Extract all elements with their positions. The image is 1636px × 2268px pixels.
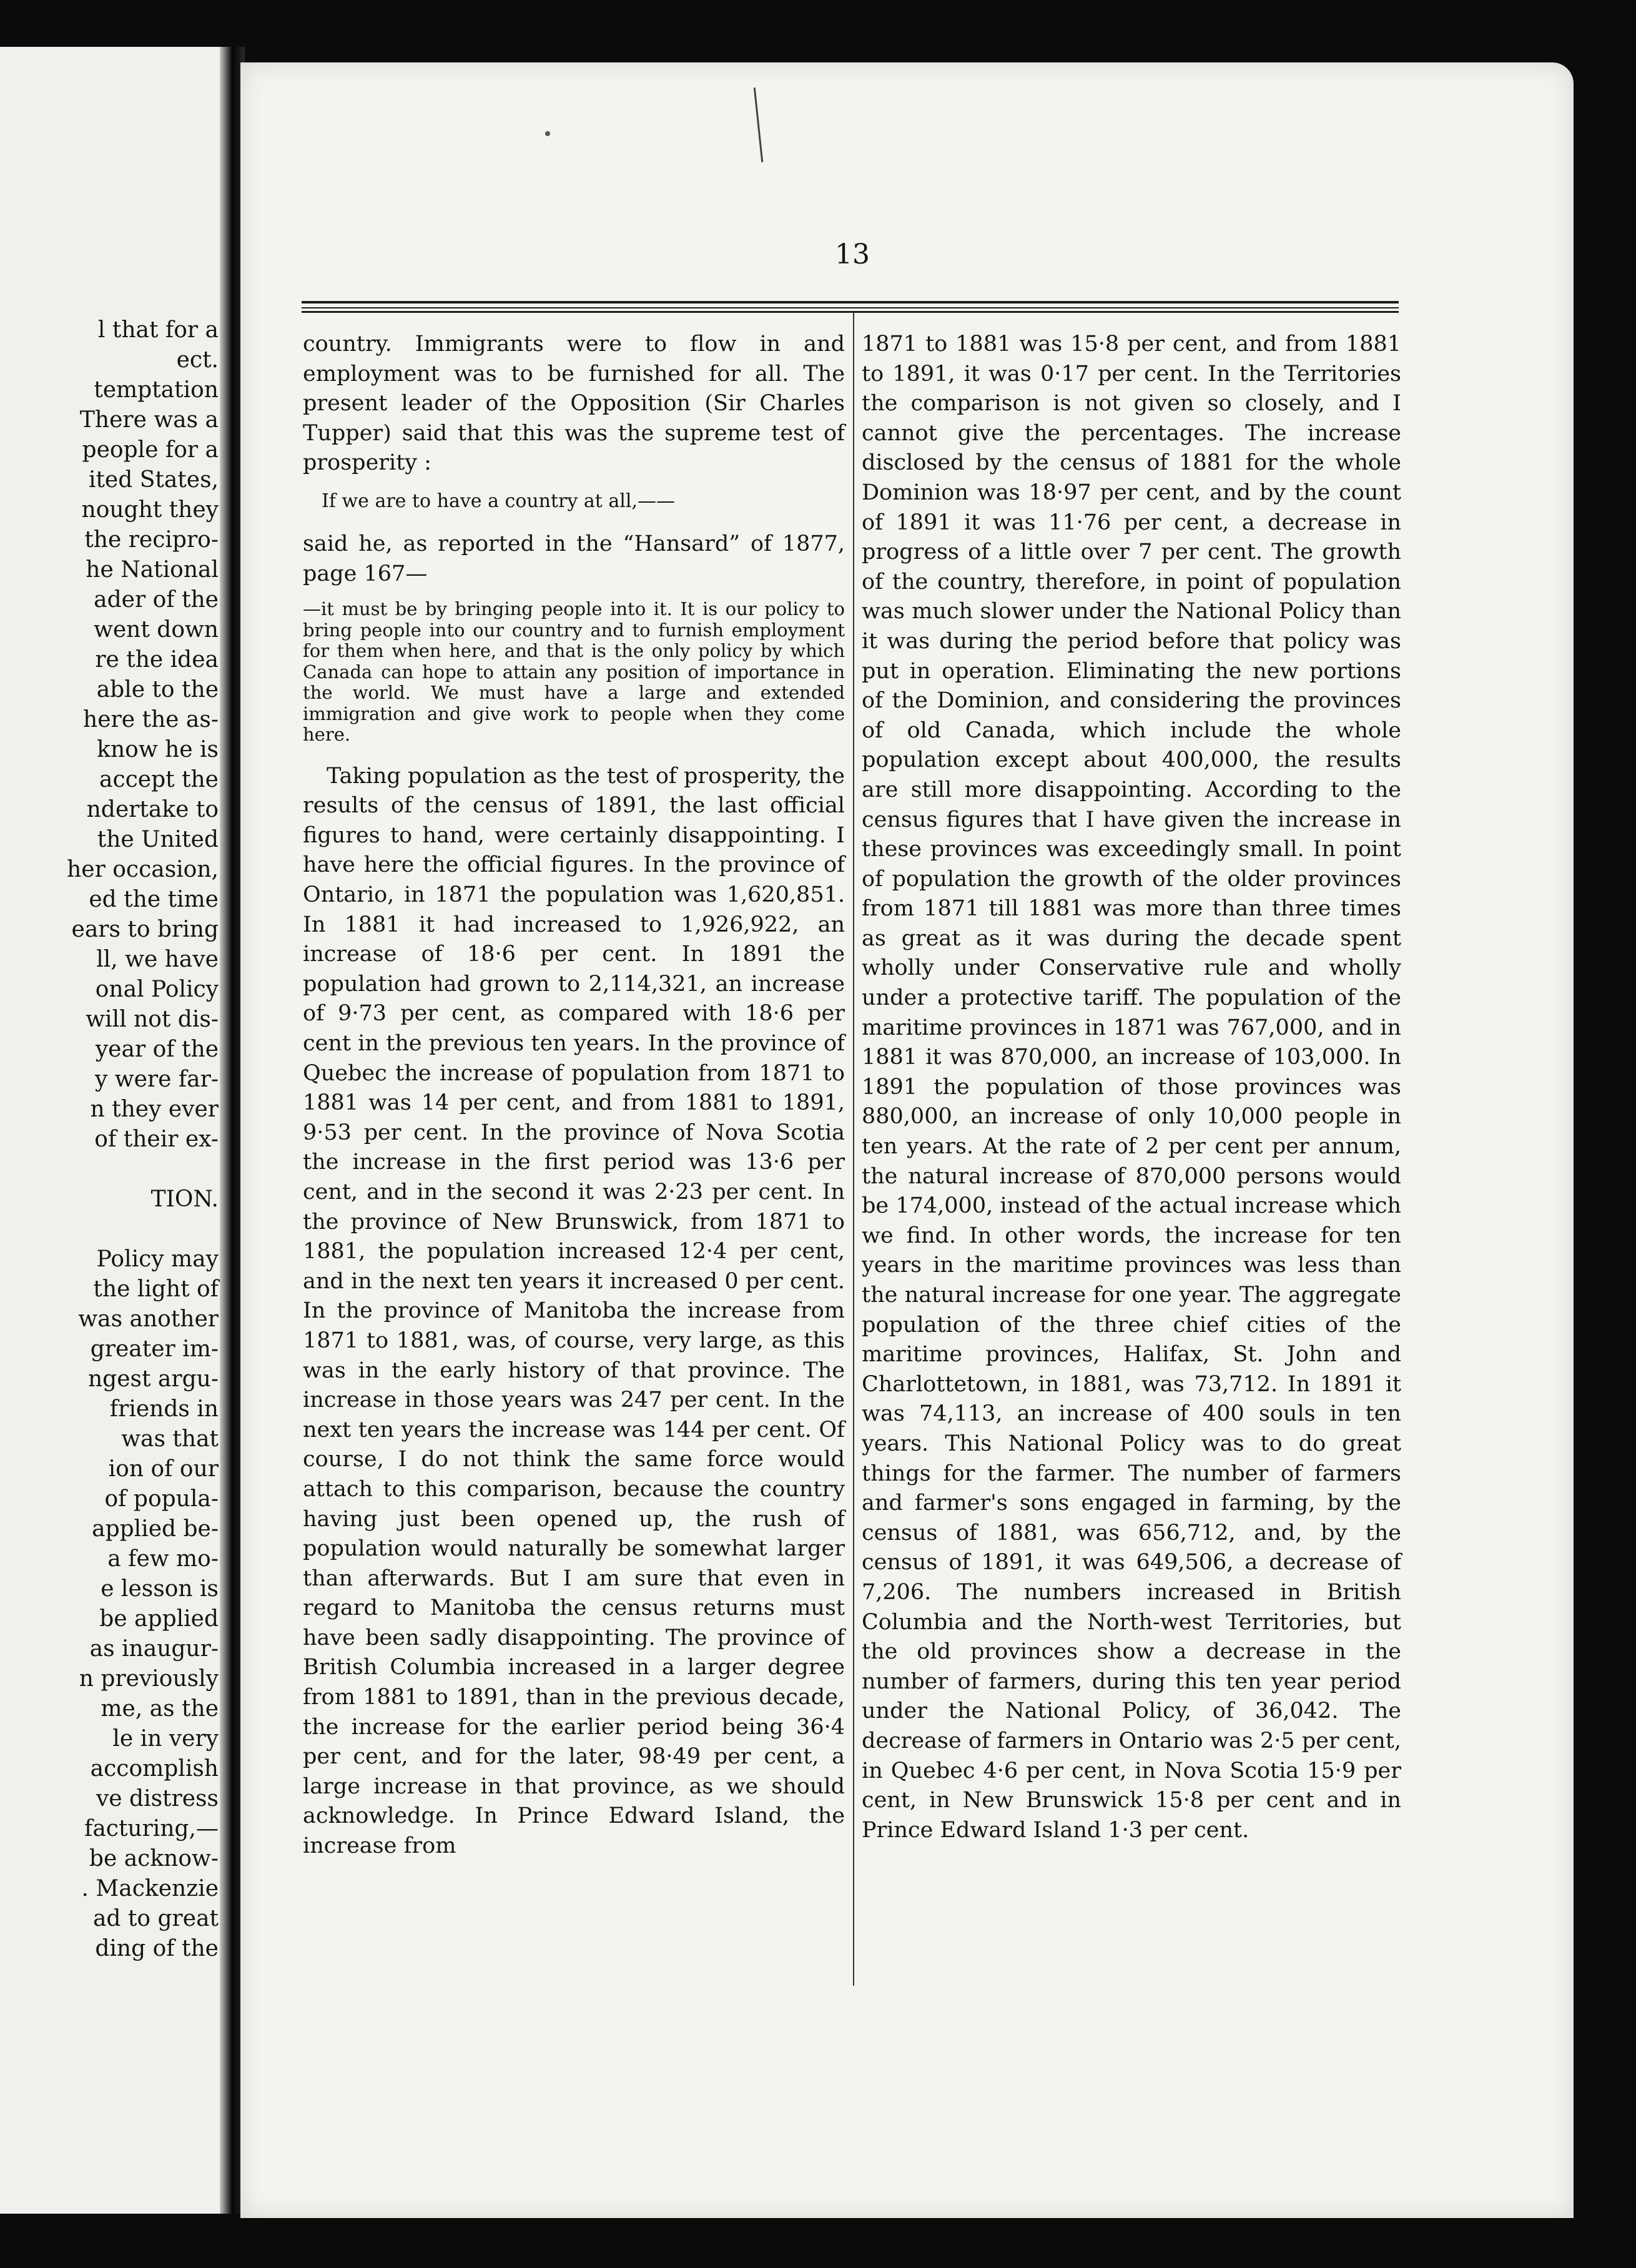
facing-page-line: ll, we have: [96, 947, 219, 972]
facing-page-line: as inaugur-: [89, 1636, 219, 1662]
facing-page-line: of popula-: [104, 1486, 219, 1512]
facing-page-line: temptation: [94, 377, 219, 403]
facing-page-line: the light of: [93, 1276, 219, 1302]
facing-page-line: le in very: [112, 1726, 219, 1752]
facing-page-line: me, as the: [101, 1696, 219, 1722]
facing-page-line: There was a: [79, 407, 219, 433]
facing-page-line: greater im-: [90, 1336, 219, 1362]
facing-page-line: ader of the: [94, 587, 219, 613]
facing-page-line: the recipro-: [84, 527, 219, 553]
facing-page-line: her occasion,: [67, 857, 219, 882]
facing-page-line: a few mo-: [107, 1546, 219, 1572]
facing-page-line: ndertake to: [86, 797, 219, 822]
paragraph: 1871 to 1881 was 15·8 per cent, and from 1881 to 1891, it was 0·17 per cent. In the Territories the comparison is not given so closely, and I cannot give the percentages. The increase disclosed by the census of 1881 for the whole Dominion was 18·97 per cent, and by the count of 1891 it was 11·76 per cent, a decrease in progress of a little over 7 per cent. The growth of the country, therefore, in point of population was much slower under the National Policy than it was during the period before that policy was put in operation. Eliminating the new portions of the Dominion, and considering the provinces of old Canada, which include the whole population except about 400,000, the results are still more disappointing. According to the census figures that I have given the increase in these provinces was exceedingly small. In point of population the growth of the older provinces from 1871 till 1881 was more than three times as great as it was during the decade spent wholly under Conservative rule and wholly under a protective tariff. The population of the maritime provinces in 1871 was 767,000, and in 1881 it was 870,000, an increase of 103,000. In 1891 the population of those provinces was 880,000, an increase of only 10,000 people in ten years. At the rate of 2 per cent per annum, the natural increase of 870,000 persons would be 174,000, instead of the actual increase which we find. In other words, the increase for ten years in the maritime provinces was less than the natural increase for one year. The aggregate population of the three chief cities of the maritime provinces, Halifax, St. John and Charlottetown, in 1881, was 73,712. In 1891 it was 74,113, an increase of 400 souls in ten years. This National Policy was to do great things for the farmer. The number of farmers and farmer's sons engaged in farming, by the census of 1881, was 656,712, and, by the census of 1891, it was 649,506, a decrease of 7,206. The numbers increased in British Columbia and the North-west Territories, but the old provinces show a decrease in the number of farmers, during this ten year period under the National Policy, of 36,042. The decrease of farmers in Ontario was 2·5 per cent, in Quebec 4·6 per cent, in Nova Scotia 15·9 per cent, in New Brunswick 15·8 per cent and in Prince Edward Island 1·3 per cent.: [862, 332, 1401, 1843]
facing-page-line: be applied: [99, 1606, 219, 1632]
facing-page-line: ect.: [176, 347, 219, 373]
facing-page-line: facturing,—: [84, 1816, 219, 1842]
facing-page-line: n they ever: [90, 1097, 219, 1122]
facing-page-line: of their ex-: [94, 1127, 219, 1152]
facing-page-line: e lesson is: [101, 1576, 219, 1602]
facing-page-line: went down: [94, 617, 219, 643]
facing-page-line: people for a: [82, 437, 219, 463]
facing-page-line: [6, 1155, 219, 1185]
facing-page-text: [6, 315, 219, 1964]
paragraph: Taking population as the test of prosperity, the results of the census of 1891, the last official figures to hand, were certainly disappointing. I have here the official figures. In the province of Ontario, in 1871 the population was 1,620,851. In 1881 it had increased to 1,926,922, an increase of 18·6 per cent. In 1891 the population had grown to 2,114,321, an increase of 9·73 per cent, as compared with 18·6 per cent in the previous ten years. In the province of Quebec the increase of population from 1871 to 1881 was 14 per cent, and from 1881 to 1891, 9·53 per cent. In the province of Nova Scotia the increase in the first period was 13·6 per cent, and in the second it was 2·23 per cent. In the province of New Brunswick, from 1871 to 1881, the population increased 12·4 per cent, and in the next ten years it increased 0 per cent. In the province of Manitoba the increase from 1871 to 1881, was, of course, very large, as this was in the early history of that province. The increase in those years was 247 per cent. In the next ten years the increase was 144 per cent. Of course, I do not think the same force would attach to this comparison, because the country having just been opened up, the rush of population would naturally be somewhat larger than afterwards. But I am sure that even in regard to Manitoba the census returns must have been sadly disappointing. The province of British Columbia increased in a larger degree from 1881 to 1891, than in the previous decade, the increase for the earlier period being 36·4 per cent, and for the later, 98·49 per cent, a large increase in that province, as we should acknowledge. In Prince Edward Island, the increase from: [303, 763, 845, 1859]
facing-page-line: be acknow-: [89, 1846, 219, 1871]
column-right: [862, 330, 1401, 1845]
facing-page-line: n previously: [79, 1666, 219, 1692]
facing-page-line: Policy may: [96, 1246, 219, 1272]
facing-page-line: know he is: [97, 737, 219, 762]
paragraph: country. Immigrants were to flow in and employment was to be furnished for all. The present leader of the Opposition (Sir Charles Tupper) said that this was the supreme test of prosperity :: [303, 332, 845, 476]
header-rule-thin: [302, 307, 1399, 308]
facing-page: [0, 47, 230, 2214]
facing-page-line: ion of our: [108, 1456, 219, 1482]
paragraph: said he, as reported in the “Hansard” of 1877, page 167—: [303, 531, 845, 586]
facing-page-line: [6, 1215, 219, 1245]
facing-page-line: friends in: [109, 1396, 219, 1422]
facing-page-line: ed the time: [89, 887, 219, 912]
ink-dot: [545, 131, 550, 136]
facing-page-line: re the idea: [95, 647, 219, 673]
facing-page-line: TION.: [150, 1186, 219, 1212]
facing-page-line: ngest argu-: [88, 1366, 219, 1392]
column-divider: [853, 312, 854, 1986]
header-rule-thick: [302, 301, 1399, 303]
facing-page-line: accomplish: [90, 1756, 219, 1782]
page-number: 13: [835, 239, 870, 270]
facing-page-line: onal Policy: [95, 977, 219, 1002]
facing-page-line: ding of the: [95, 1936, 219, 1961]
header-rule-thick-2: [302, 311, 1399, 313]
block-quotation: —it must be by bringing people into it. It is our policy to bring people into our country and to furnish employment for them when here, and that is the only policy by which Canada can hope to attain any position of importance in the world. We must have a large and extended immigration and give work to people when they come here.: [303, 598, 845, 746]
column-left: [303, 330, 845, 1861]
facing-page-line: was another: [78, 1306, 219, 1332]
facing-page-line: ears to bring: [71, 917, 219, 942]
facing-page-line: accept the: [99, 767, 219, 792]
facing-page-line: ited States,: [88, 467, 219, 493]
facing-page-line: applied be-: [92, 1516, 219, 1542]
quotation: If we are to have a country at all,——: [322, 490, 675, 512]
facing-page-line: here the as-: [83, 707, 219, 732]
facing-page-line: he National: [86, 557, 219, 583]
facing-page-line: ad to great: [92, 1906, 219, 1931]
facing-page-line: will not dis-: [86, 1007, 219, 1032]
facing-page-line: nought they: [81, 497, 219, 523]
facing-page-line: ve distress: [96, 1786, 219, 1812]
facing-page-line: l that for a: [97, 317, 219, 343]
facing-page-line: the United: [97, 827, 219, 852]
facing-page-line: was that: [121, 1426, 219, 1452]
facing-page-line: y were far-: [94, 1067, 219, 1092]
facing-page-line: able to the: [96, 677, 219, 703]
facing-page-line: year of the: [95, 1037, 219, 1062]
facing-page-line: . Mackenzie: [81, 1876, 219, 1901]
